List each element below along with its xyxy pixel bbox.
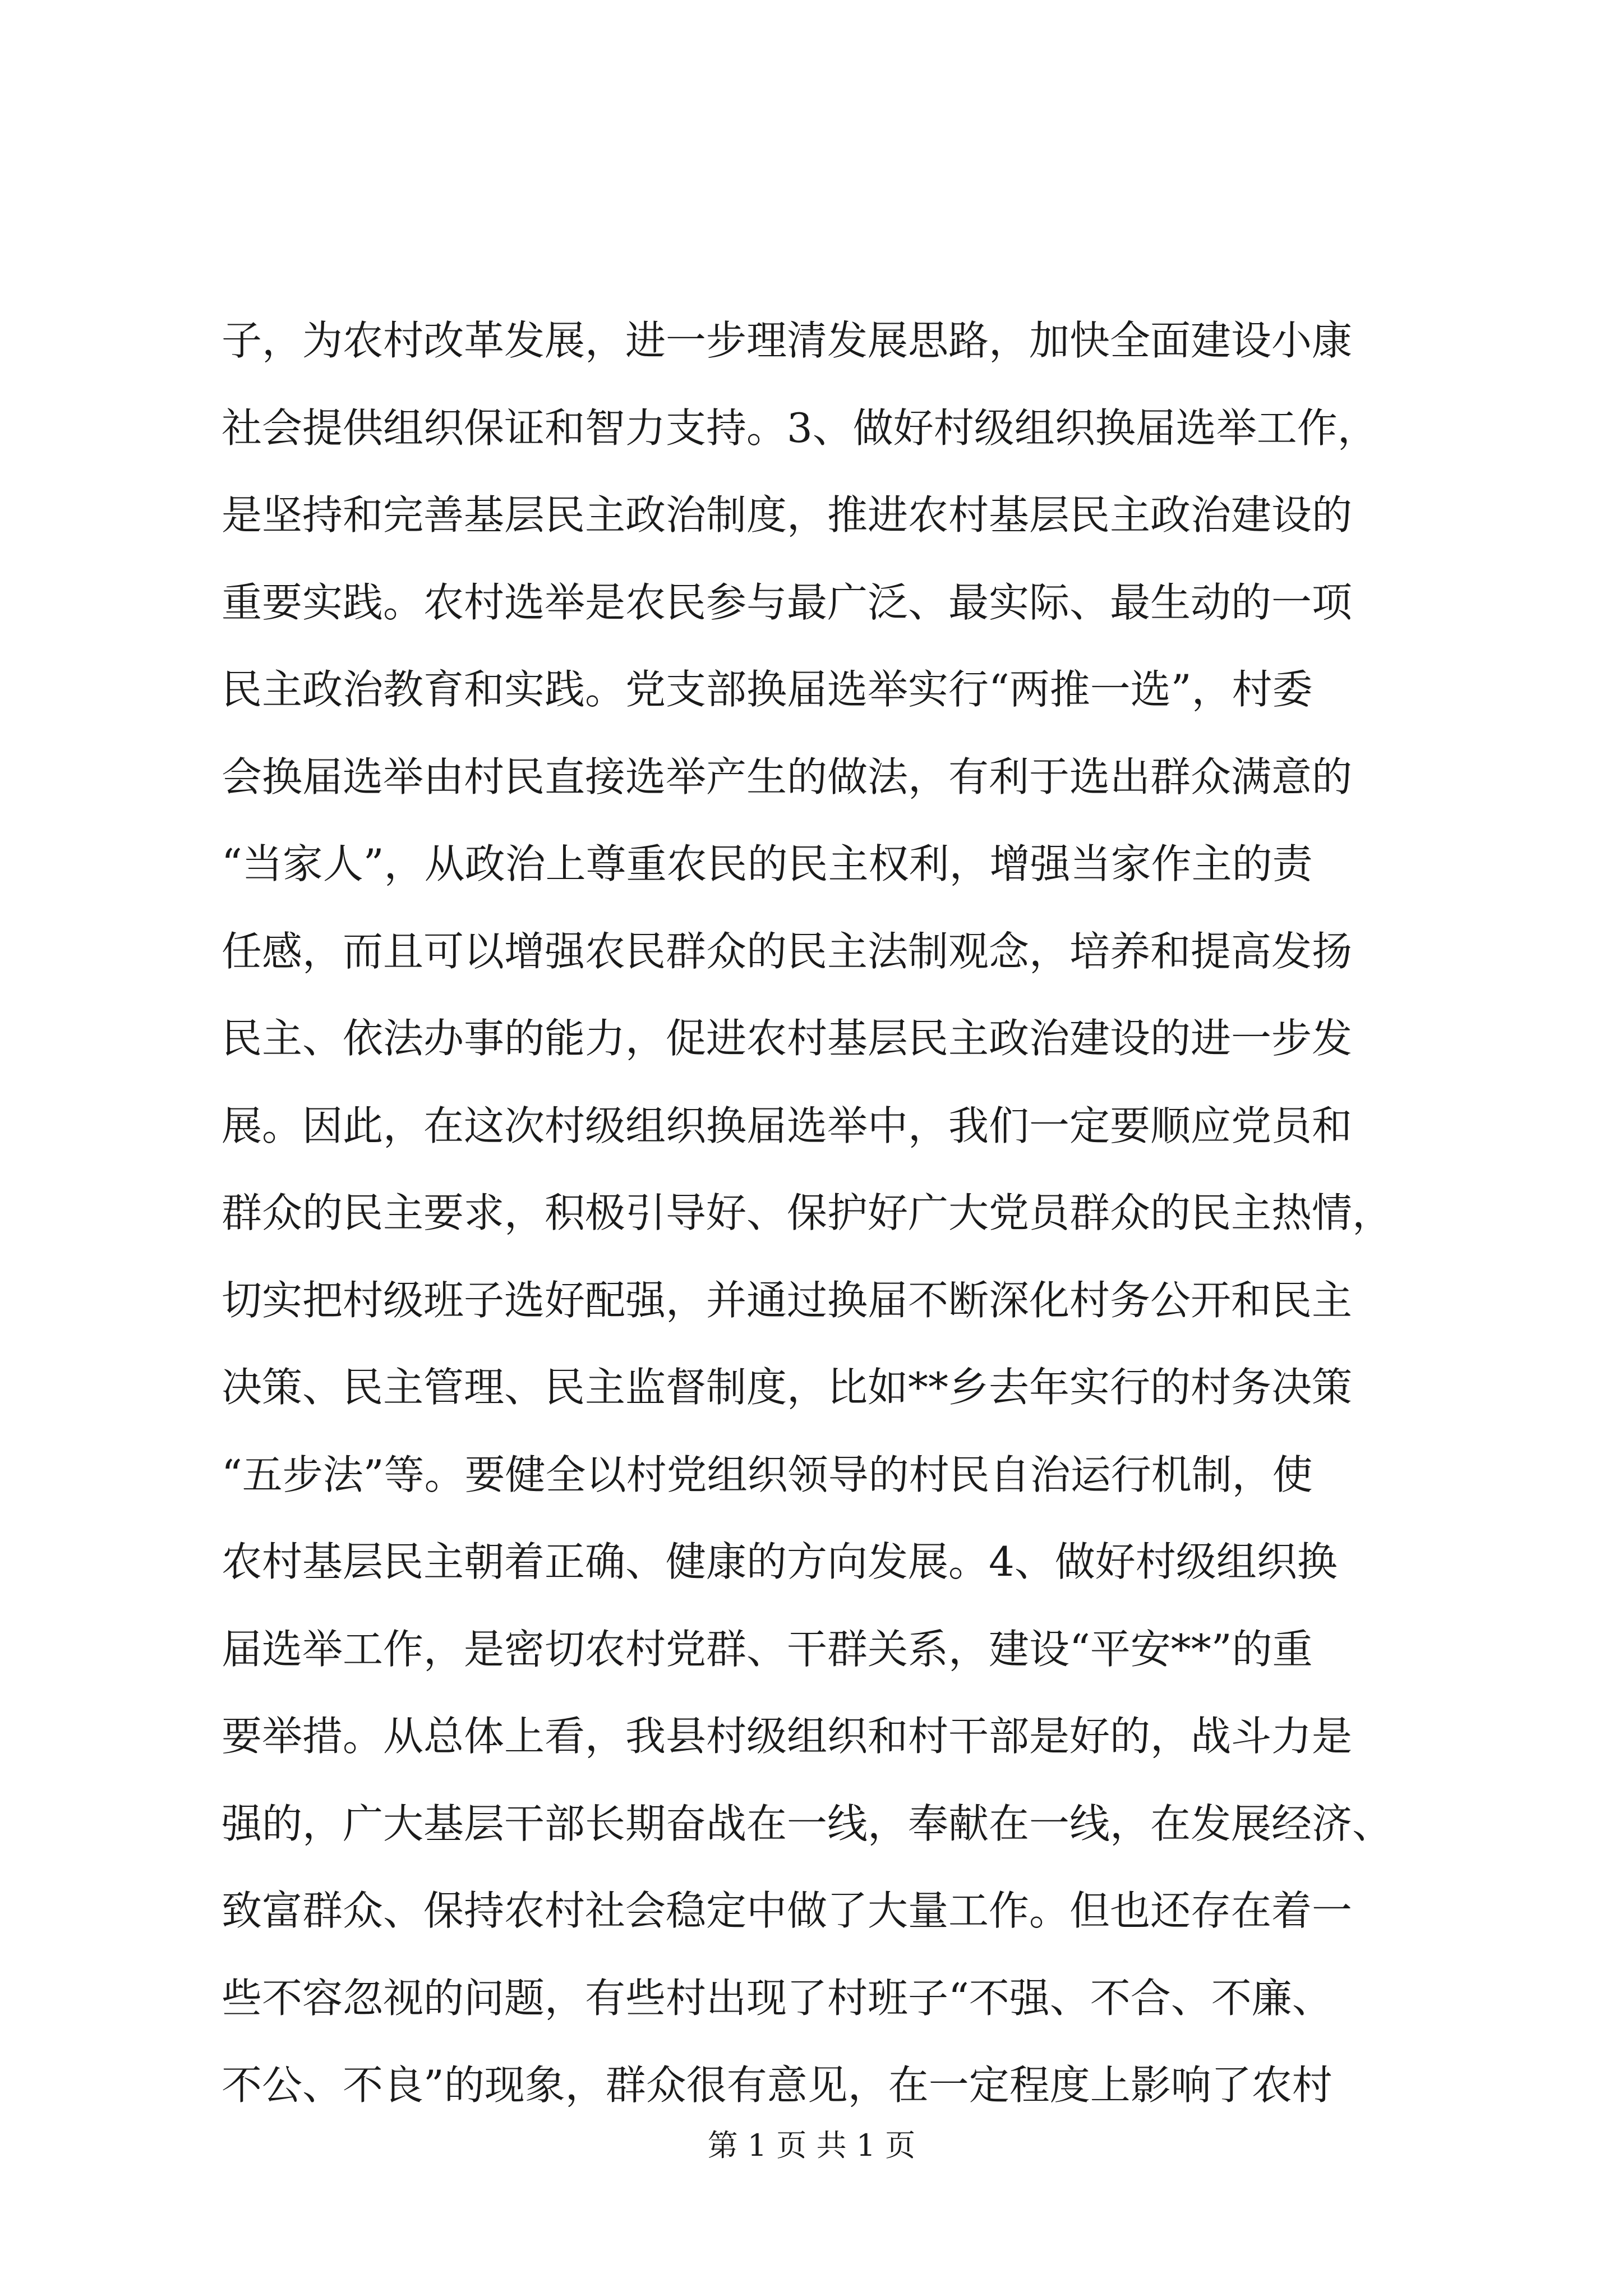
text-line: 社会提供组织保证和智力支持。3、做好村级组织换届选举工作， [222, 404, 1378, 452]
text-line: “当家人”，从政治上尊重农民的民主权利，增强当家作主的责 [222, 840, 1313, 887]
text-line: 强的，广大基层干部长期奋战在一线，奉献在一线，在发展经济、 [222, 1800, 1393, 1847]
text-line: 子，为农村改革发展，进一步理清发展思路，加快全面建设小康 [222, 317, 1353, 364]
text-line: 任感，而且可以增强农民群众的民主法制观念，培养和提高发扬 [222, 927, 1353, 975]
text-line: 届选举工作，是密切农村党群、干群关系，建设“平安**”的重 [222, 1625, 1313, 1673]
text-line: 民主政治教育和实践。党支部换届选举实行“两推一选”，村委 [222, 666, 1313, 713]
page-footer [0, 2123, 1623, 2168]
text-line: 要举措。从总体上看，我县村级组织和村干部是好的，战斗力是 [222, 1713, 1353, 1760]
text-line: 群众的民主要求，积极引导好、保护好广大党员群众的民主热情， [222, 1189, 1393, 1236]
text-line: 决策、民主管理、民主监督制度，比如**乡去年实行的村务决策 [222, 1364, 1353, 1411]
text-line: 民主、依法办事的能力，促进农村基层民主政治建设的进一步发 [222, 1015, 1353, 1062]
body-text [222, 297, 1438, 2129]
page-number-label: 第 1 页 共 1 页 [707, 2128, 916, 2163]
text-line: 农村基层民主朝着正确、健康的方向发展。4、做好村级组织换 [222, 1538, 1338, 1585]
text-line: 不公、不良”的现象，群众很有意见，在一定程度上影响了农村 [222, 2062, 1332, 2109]
text-line: 些不容忽视的问题，有些村出现了村班子“不强、不合、不廉、 [222, 1974, 1332, 2022]
text-line: 会换届选举由村民直接选举产生的做法，有利于选出群众满意的 [222, 753, 1353, 800]
text-line: 致富群众、保持农村社会稳定中做了大量工作。但也还存在着一 [222, 1887, 1353, 1934]
text-line: 重要实践。农村选举是农民参与最广泛、最实际、最生动的一项 [222, 578, 1353, 626]
text-line: 展。因此，在这次村级组织换届选举中，我们一定要顺应党员和 [222, 1102, 1353, 1149]
text-line: 切实把村级班子选好配强，并通过换届不断深化村务公开和民主 [222, 1276, 1353, 1324]
text-line: “五步法”等。要健全以村党组织领导的村民自治运行机制，使 [222, 1451, 1313, 1498]
text-line: 是坚持和完善基层民主政治制度，推进农村基层民主政治建设的 [222, 491, 1353, 539]
